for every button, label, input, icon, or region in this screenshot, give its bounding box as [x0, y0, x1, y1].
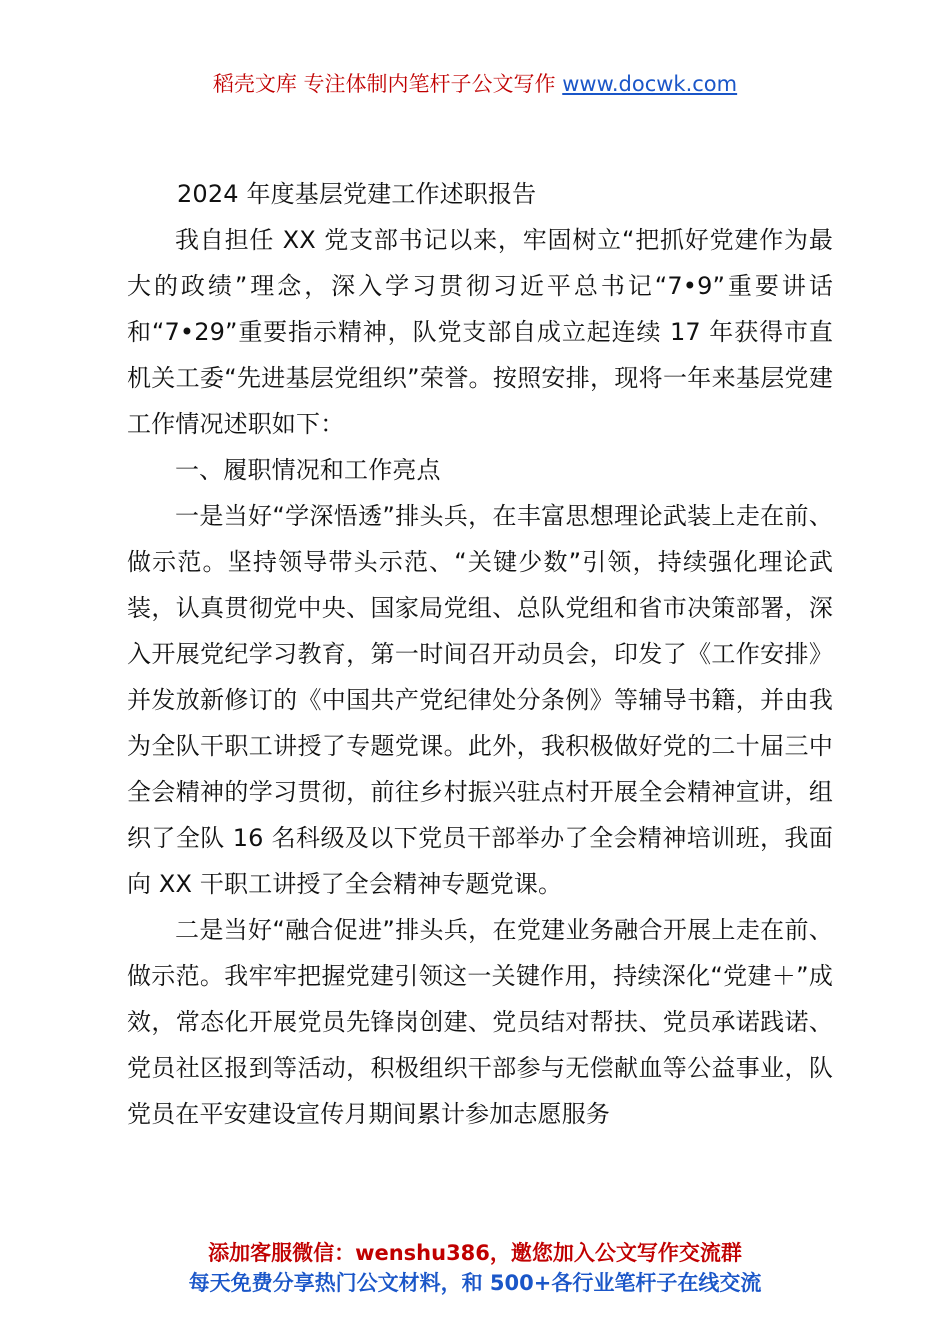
page-footer [0, 1238, 950, 1298]
header-website-link[interactable]: www.docwk.com [562, 72, 738, 96]
page-header [0, 68, 950, 100]
header-brand-text: 稻壳文库 专注体制内笔杆子公文写作 [212, 72, 556, 96]
footer-line-1: 添加客服微信：wenshu386，邀您加入公文写作交流群 [208, 1241, 742, 1265]
document-body [127, 171, 833, 1137]
paragraph-1: 一是当好“学深悟透”排头兵，在丰富思想理论武装上走在前、做示范。坚持领导带头示范、“关键少数”引领，持续强化理论武装，认真贯彻党中央、国家局党组、总队党组和省市决策部署，深入开展党纪学习教育，第一时间召开动员会，印发了《工作安排》并发放新修订的《中国共产党纪律处分条例》等辅导书籍，并由我为全队干职工讲授了专题党课。此外，我积极做好党的二十届三中全会精神的学习贯彻，前往乡村振兴驻点村开展全会精神宣讲，组织了全队 16 名科级及以下党员干部举办了全会精神培训班，我面向 XX 干职工讲授了全会精神专题党课。 [127, 502, 833, 898]
footer-line-2: 每天免费分享热门公文材料，和 500+各行业笔杆子在线交流 [188, 1271, 762, 1295]
document-title: 2024 年度基层党建工作述职报告 [177, 180, 537, 208]
intro-paragraph: 我自担任 XX 党支部书记以来，牢固树立“把抓好党建作为最大的政绩”理念，深入学习贯彻习近平总书记“7•9”重要讲话和“7•29”重要指示精神，队党支部自成立起连续 17 年获得市直机关工委“先进基层党组织”荣誉。按照安排，现将一年来基层党建工作情况述职如下： [127, 226, 833, 438]
paragraph-2: 二是当好“融合促进”排头兵，在党建业务融合开展上走在前、做示范。我牢牢把握党建引领这一关键作用，持续深化“党建＋”成效，常态化开展党员先锋岗创建、党员结对帮扶、党员承诺践诺、党员社区报到等活动，积极组织干部参与无偿献血等公益事业，队党员在平安建设宣传月期间累计参加志愿服务 [127, 916, 833, 1128]
section-heading: 一、履职情况和工作亮点 [175, 456, 441, 484]
